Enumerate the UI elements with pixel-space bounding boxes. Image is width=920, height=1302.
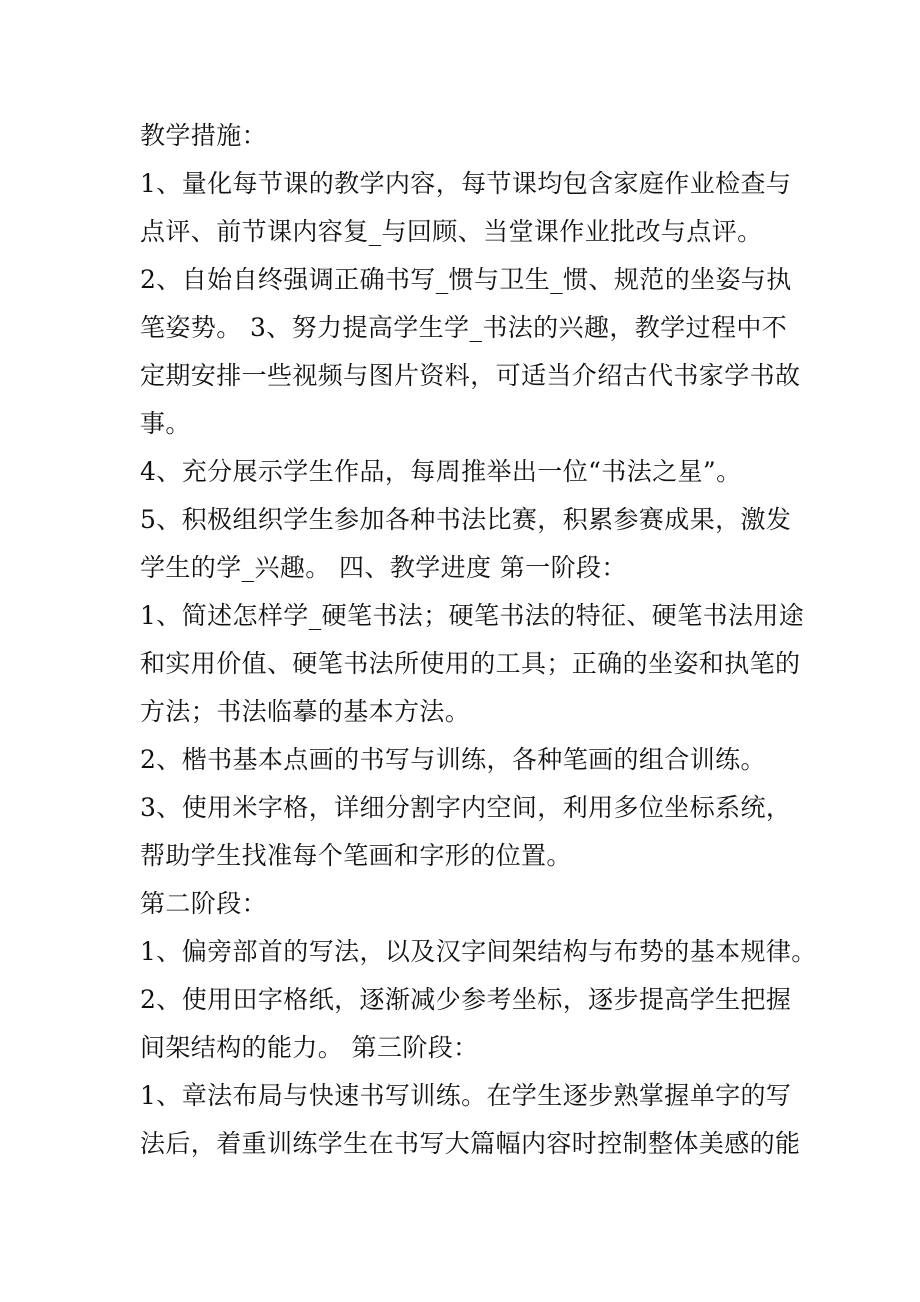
text-line: 1、量化每节课的教学内容，每节课均包含家庭作业检查与 xyxy=(140,169,792,198)
text-line: 1、简述怎样学_硬笔书法；硬笔书法的特征、硬笔书法用途 xyxy=(140,601,805,630)
section-heading-teaching-measures: 教学措施： xyxy=(140,121,268,150)
text-line: 法后，着重训练学生在书写大篇幅内容时控制整体美感的能 xyxy=(140,1129,801,1158)
document-body xyxy=(140,112,817,1168)
text-line: 2、自始自终强调正确书写_惯与卫生_惯、规范的坐姿与执 xyxy=(140,265,792,294)
text-line: 1、偏旁部首的写法，以及汉字间架结构与布势的基本规律。 xyxy=(140,937,817,966)
text-line: 1、章法布局与快速书写训练。在学生逐步熟掌握单字的写 xyxy=(140,1081,792,1110)
text-line: 5、积极组织学生参加各种书法比赛，积累参赛成果，激发 xyxy=(140,505,792,534)
text-line: 2、楷书基本点画的书写与训练，各种笔画的组合训练。 xyxy=(140,745,766,774)
text-line: 笔姿势。 3、努力提高学生学_书法的兴趣，教学过程中不 xyxy=(140,313,788,342)
text-line: 定期安排一些视频与图片资料，可适当介绍古代书家学书故 xyxy=(140,361,801,390)
text-line: 4、充分展示学生作品，每周推举出一位“书法之星”。 xyxy=(140,457,742,486)
text-line: 方法；书法临摹的基本方法。 xyxy=(140,697,471,726)
section-heading-stage-two: 第二阶段： xyxy=(140,889,268,918)
text-line: 事。 xyxy=(140,409,191,438)
text-line: 2、使用田字格纸，逐渐减少参考坐标，逐步提高学生把握 xyxy=(140,985,792,1014)
text-line: 3、使用米字格，详细分割字内空间，利用多位坐标系统， xyxy=(140,793,792,822)
text-line: 和实用价值、硬笔书法所使用的工具；正确的坐姿和执笔的 xyxy=(140,649,801,678)
text-line: 学生的学_兴趣。 四、教学进度 第一阶段： xyxy=(140,553,627,582)
text-line: 间架结构的能力。 第三阶段： xyxy=(140,1033,479,1062)
text-line: 点评、前节课内容复_与回顾、当堂课作业批改与点评。 xyxy=(140,217,763,246)
text-line: 帮助学生找准每个笔画和字形的位置。 xyxy=(140,841,572,870)
